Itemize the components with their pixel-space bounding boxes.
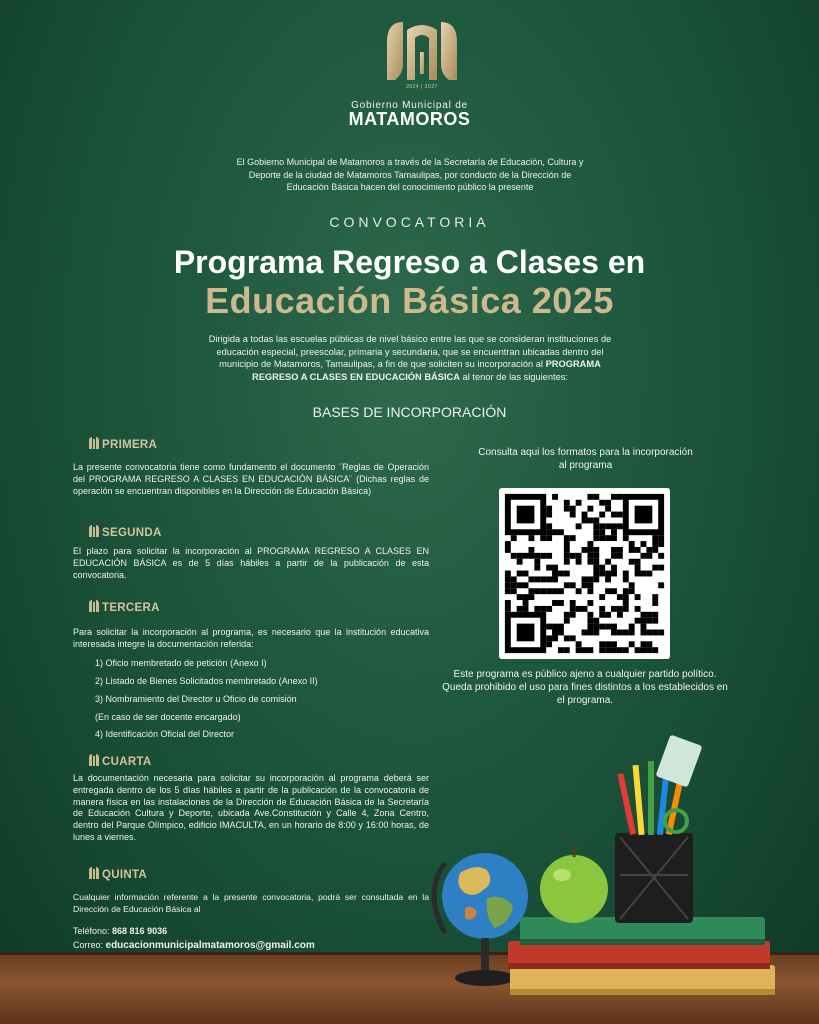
section-mark-icon xyxy=(88,599,100,613)
section-segunda-heading: SEGUNDA xyxy=(88,524,162,539)
logo-city: MATAMOROS xyxy=(348,109,471,129)
section-quinta-text: Cualquier información referente a la presente convocatoria, podrá ser consultada en la Dirección de Educación Básica al xyxy=(73,892,429,914)
matamoros-logo-icon xyxy=(383,18,461,90)
section-mark-icon xyxy=(88,866,100,880)
list-item: 4) Identificación Oficial del Director xyxy=(95,729,235,739)
section-segunda-text: El plazo para solicitar la incorporación al PROGRAMA REGRESO A CLASES EN EDUCACIÓN BÁSICA es de 5 días hábiles a partir de la publicación de esta convocatoria. xyxy=(73,546,429,580)
section-tercera-heading: TERCERA xyxy=(88,599,160,614)
title-line-1: Programa Regreso a Clases en xyxy=(173,244,646,280)
disclaimer-text: Este programa es público ajeno a cualquier partido político. Queda prohibido el uso para fines distintos a los establecidos en el programa. xyxy=(442,669,728,706)
intro-text: El Gobierno Municipal de Matamoros a través de la Secretaría de Educación, Cultura y Deporte de la ciudad de Matamoros Tamaulipas, por conducto de la Dirección de Educación Básica hacen del conocimiento público la presente xyxy=(236,157,584,192)
section-primera-heading: PRIMERA xyxy=(88,436,157,451)
addressed-text: Dirigida a todas las escuelas públicas de nivel básico entre las que se consideran instituciones de educación especial, preescolar, primaria y secundaria, que se encuentran ubicadas dentro del municipio de Matamoros, Tamaulipas, a fin de que soliciten su incorporación al xyxy=(208,334,612,369)
books-stack-icon xyxy=(500,725,790,1015)
phone-number[interactable]: 868 816 9036 xyxy=(112,926,168,936)
section-primera-text: La presente convocatoria tiene como fundamento el documento ¨Reglas de Operación del PROGRAMA REGRESO A CLASES EN EDUCACIÓN BÁSICA¨ (Dichas reglas de operación se encuentran disponibles en la Dirección de Educación Básica) xyxy=(73,462,429,496)
contact-email: Correo: educacionmunicipalmatamoros@gmail.com xyxy=(73,940,315,951)
list-item: 1) Oficio membretado de petición (Anexo I) xyxy=(95,658,267,668)
section-mark-icon xyxy=(88,753,100,767)
bases-title: BASES DE INCORPORACIÓN xyxy=(312,404,507,420)
convocatoria-label: CONVOCATORIA xyxy=(329,214,490,230)
list-item: 2) Listado de Bienes Solicitados membretado (Anexo II) xyxy=(95,676,318,686)
addressed-tail: al tenor de las siguientes: xyxy=(459,371,568,382)
qr-caption: Consulta aqui los formatos para la incorporación al programa xyxy=(478,447,693,471)
email-link[interactable]: educacionmunicipalmatamoros@gmail.com xyxy=(105,940,315,951)
section-mark-icon xyxy=(88,524,100,538)
section-tercera-text: Para solicitar la incorporación al programa, es necesario que la institución educativa interesada integre la documentación referida: xyxy=(73,627,429,649)
addressed-paragraph xyxy=(200,333,620,383)
contact-phone: Teléfono: 868 816 9036 xyxy=(73,926,168,936)
logo-caption: Gobierno Municipal de xyxy=(351,100,468,111)
section-mark-icon xyxy=(88,436,100,450)
qr-code[interactable] xyxy=(499,488,670,659)
list-item: (En caso de ser docente encargado) xyxy=(95,712,241,722)
section-cuarta-text: La documentación necesaria para solicitar su incorporación al programa deberá ser entregada dentro de los 5 días hábiles a partir de la publicación de la convocatoria de manera física en las instalaciones de la Dirección de Educación Básica de la Secretaría de Educación Cultura y Deporte, ubicada Ave.Constitución y Calle 4, Zona Centro, dentro del Parque Olímpico, edificio IMACULTA, en un horario de 8:00 y 16:00 horas, de lunes a viernes. xyxy=(73,773,429,842)
logo-years: 2024 | 2027 xyxy=(406,84,438,90)
addressed-program: PROGRAMA REGRESO A CLASES EN EDUCACIÓN BÁSICA xyxy=(251,359,601,382)
title-line-2: Educación Básica 2025 xyxy=(205,280,614,321)
section-cuarta-heading: CUARTA xyxy=(88,753,152,768)
list-item: 3) Nombramiento del Director u Oficio de comisión xyxy=(95,694,297,704)
section-quinta-heading: QUINTA xyxy=(88,866,147,881)
